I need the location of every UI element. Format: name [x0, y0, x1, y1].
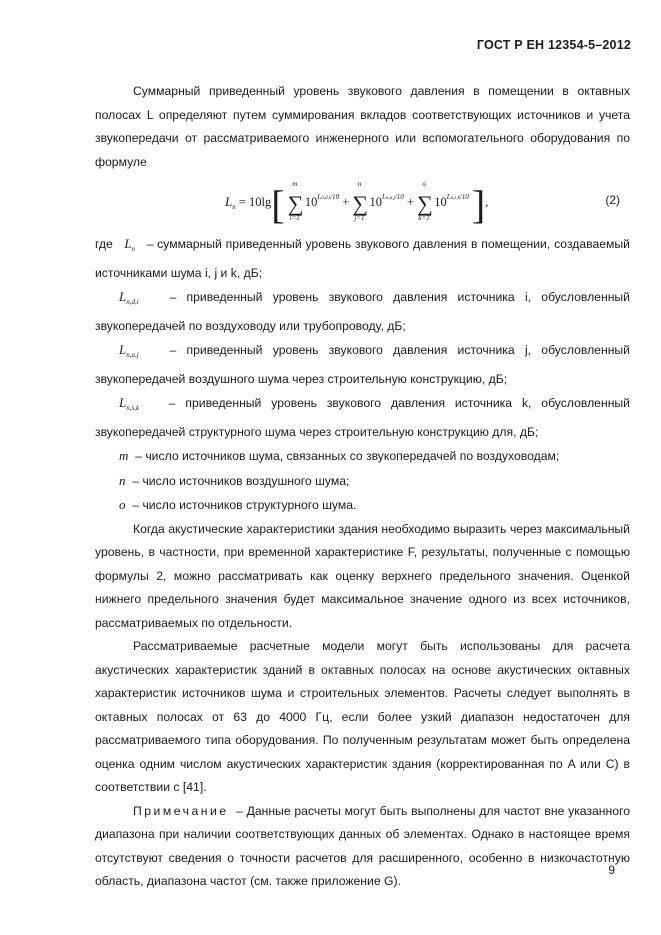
intro-paragraph: Суммарный приведенный уровень звукового давления в помещении в октавных полосах L определяют путем суммирования вкладов соответствующих источников и учета звукопередачи от рассматриваемого инженерного или вспомогательного оборудования по формуле [95, 84, 630, 169]
definition-lndi: $L_{n,d,i}$ – приведенный уровень звукового давления источника i, обусловленный звукопередачей по воздуховоду или трубопроводу, дБ; [95, 289, 630, 333]
models-paragraph: Рассматриваемые расчетные модели могут быть использованы для расчета акустических характеристик зданий в октавных полосах на основе акустических октавных характеристик источников шума и строительных элементов. Расчеты следует выполнять в октавных полосах от 63 до 4000 Гц, если более узкий диапазон недостаточен для рассматриваемого типа оборудования. По полученным результатам может быть определена оценка одним числом акустических характеристик здания (корректированная по A или C) в соответствии с [41]. [95, 639, 630, 794]
definition-o: o – число источников структурного шума. [119, 497, 357, 512]
page-number: 9 [608, 863, 615, 877]
formula-2 [95, 175, 630, 231]
standard-header: ГОСТ Р ЕН 12354-5–2012 [476, 38, 631, 52]
definition-lnsk: $L_{n,s,k}$ – приведенный уровень звукового давления источника k, обусловленный звукопередачей структурного шума через строительную конструкцию для, дБ; [95, 395, 630, 439]
formula-expression: $L_n = 10\lg$[ m ∑ i=1 $10^{Ln,d,i/10}$ + n ∑ j=1 $10^{Ln,a,j/10}$ + o ∑ k=1 $10^{Ln,s,k/10}$ ], [225, 180, 489, 227]
definition-n: n – число источников воздушного шума; [119, 472, 350, 488]
max-level-paragraph: Когда акустические характеристики здания необходимо выразить через максимальный уровень, в частности, при временной характеристике F, результаты, полученные с помощью формулы 2, можно рассматривать как оценку верхнего предельного значения. Оценкой нижнего предельного значения будет максимальное значение одного из всех источников, рассматриваемых по отдельности. [95, 521, 630, 630]
definition-ln: где $L_n$ – суммарный приведенный уровень звукового давления в помещении, создаваемый источниками шума i, j и k, дБ; [95, 236, 630, 280]
formula-number: (2) [605, 193, 620, 207]
note-paragraph [95, 800, 630, 894]
definition-lnaj: $L_{n,a,j}$ – приведенный уровень звукового давления источника j, обусловленный звукопередачей воздушного шума через строительную конструкцию, дБ; [95, 342, 630, 386]
note-label: Примечание [133, 803, 229, 818]
note-text: – Данные расчеты могут быть выполнены для частот вне указанного диапазона при наличии соответствующих данных об элементах. Однако в настоящее время отсутствуют сведения о точности расчетов для расширенного, особенно в низкочастотную область, диапазона частот (см. также приложение G). [95, 803, 630, 888]
document-body [95, 80, 630, 894]
definition-m: m – число источников шума, связанных со звукопередачей по воздуховодам; [119, 448, 560, 463]
